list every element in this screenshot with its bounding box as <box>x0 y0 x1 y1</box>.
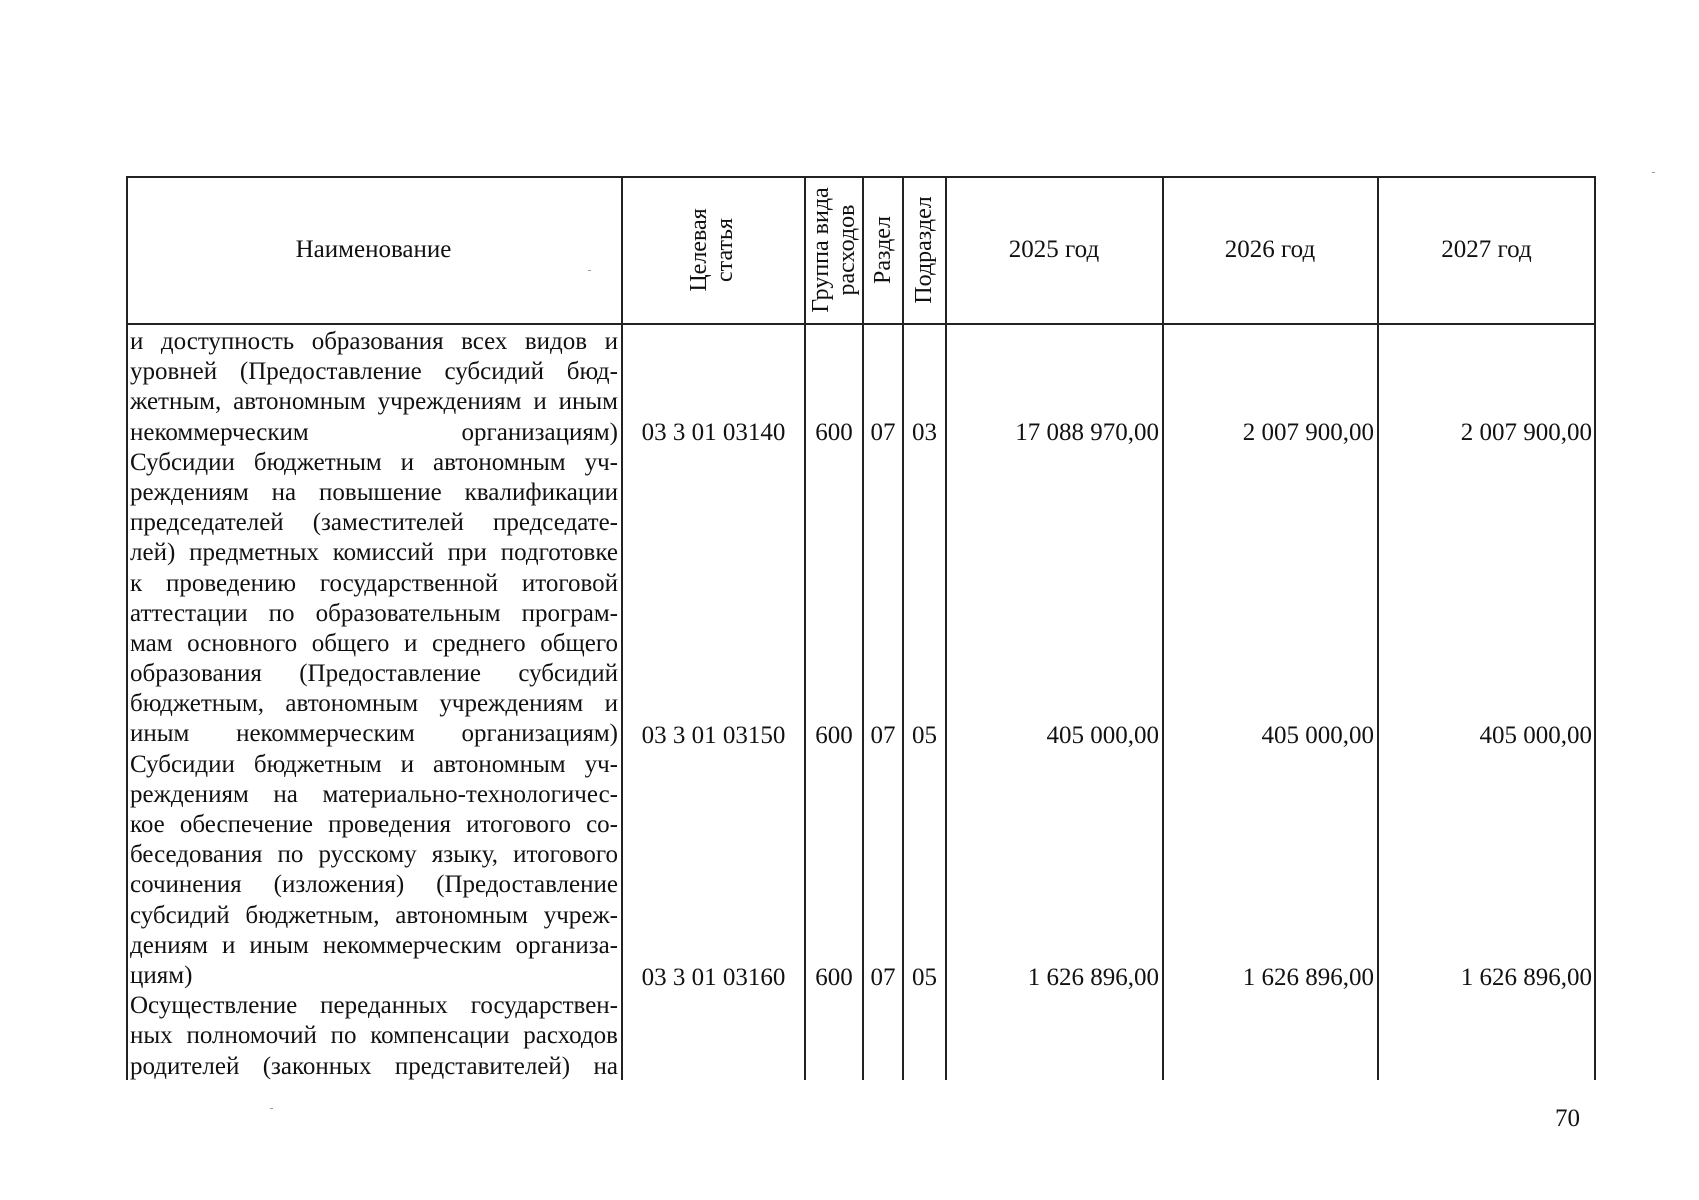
name-column-text <box>130 327 618 1082</box>
header-expense-group <box>808 187 860 312</box>
name-line: родителей (законных представителей) на <box>130 1052 618 1080</box>
col-divider-section <box>902 176 904 1080</box>
table-left-border-body <box>126 324 128 1080</box>
row-3-subsection: 05 <box>912 964 937 991</box>
row-3-section: 07 <box>870 964 896 991</box>
header-name: Наименование <box>295 236 452 263</box>
row-2-2025: 405 000,00 <box>1046 722 1159 749</box>
name-line: реждениям на повышение квалификации <box>130 478 618 506</box>
row-3-target: 03 3 01 03160 <box>641 964 786 991</box>
col-divider-target <box>804 176 806 1080</box>
name-line: лей) предметных комиссий при подготовке <box>130 539 618 567</box>
name-line: Осуществление переданных государствен- <box>130 992 618 1020</box>
header-bottom-border <box>126 323 1596 325</box>
col-divider-2025 <box>1162 176 1164 1080</box>
name-line: мам основного общего и среднего общего <box>130 629 618 657</box>
name-line: ных полномочий по компенсации расходов <box>130 1022 618 1050</box>
header-expense-group-line1: Группа вида <box>808 187 834 313</box>
row-2-subsection: 05 <box>912 722 937 749</box>
name-line: кое обеспечение проведения итогового со- <box>130 811 618 838</box>
col-divider-name <box>621 176 623 1080</box>
row-1-target: 03 3 01 03140 <box>641 419 786 446</box>
header-target-article-line2: статья <box>712 218 738 282</box>
row-1-group: 600 <box>815 419 853 446</box>
header-year-2026: 2026 год <box>1224 236 1316 263</box>
name-line: иным некоммерческим организациям) <box>130 720 618 748</box>
header-expense-group-line2: расходов <box>834 204 860 296</box>
row-3-2026: 1 626 896,00 <box>1242 964 1374 991</box>
name-line: дениям и иным некоммерческим организа- <box>130 931 618 959</box>
header-target-article-line1: Целевая <box>686 208 712 292</box>
page-number: 70 <box>1555 1105 1580 1132</box>
row-2-section: 07 <box>870 722 896 749</box>
row-3-2025: 1 626 896,00 <box>1027 964 1159 991</box>
name-line: реждениям на материально-технологичес- <box>130 780 618 808</box>
table-top-border <box>126 176 1596 178</box>
row-1-2027: 2 007 900,00 <box>1460 419 1592 446</box>
name-line: жетным, автономным учреждениям и иным <box>130 388 618 416</box>
name-line: некоммерческим организациям) <box>130 418 618 446</box>
row-3-2027: 1 626 896,00 <box>1460 964 1592 991</box>
name-line: и доступность образования всех видов и <box>130 328 618 355</box>
row-1-2026: 2 007 900,00 <box>1242 419 1374 446</box>
name-line: Субсидии бюджетным и автономным уч- <box>130 750 618 778</box>
name-line: образования (Предоставление субсидий <box>130 660 618 688</box>
scan-speck <box>270 1108 273 1109</box>
header-target-article <box>686 208 738 291</box>
name-line: субсидий бюджетным, автономным учреж- <box>130 901 618 929</box>
row-2-group: 600 <box>815 722 853 749</box>
name-line: сочинения (изложения) (Предоставление <box>130 871 618 899</box>
table-right-border <box>1594 176 1596 1080</box>
name-line: циям) <box>130 961 193 989</box>
name-line: аттестации по образовательным програм- <box>130 599 618 627</box>
row-3-group: 600 <box>815 964 853 991</box>
name-line: уровней (Предоставление субсидий бюд- <box>130 358 618 386</box>
header-section: Раздел <box>870 216 896 284</box>
col-divider-subsection <box>945 176 947 1080</box>
scan-speck <box>588 270 591 271</box>
header-year-2025: 2025 год <box>1008 236 1100 263</box>
row-2-2026: 405 000,00 <box>1261 722 1374 749</box>
row-1-subsection: 03 <box>912 419 937 446</box>
col-divider-2026 <box>1377 176 1379 1080</box>
row-1-section: 07 <box>870 419 896 446</box>
col-divider-group <box>862 176 864 1080</box>
name-line: бюджетным, автономным учреждениям и <box>130 690 618 718</box>
name-line: председателей (заместителей председате- <box>130 509 618 537</box>
name-line: беседования по русскому языку, итогового <box>130 841 618 869</box>
header-subsection: Подраздел <box>911 196 937 304</box>
header-year-2027: 2027 год <box>1441 236 1532 263</box>
row-2-target: 03 3 01 03150 <box>641 722 786 749</box>
name-line: Субсидии бюджетным и автономным уч- <box>130 448 618 476</box>
row-2-2027: 405 000,00 <box>1479 722 1592 749</box>
scan-speck <box>1652 172 1655 173</box>
row-1-2025: 17 088 970,00 <box>1015 419 1159 446</box>
name-line: к проведению государственной итоговой <box>130 569 618 597</box>
